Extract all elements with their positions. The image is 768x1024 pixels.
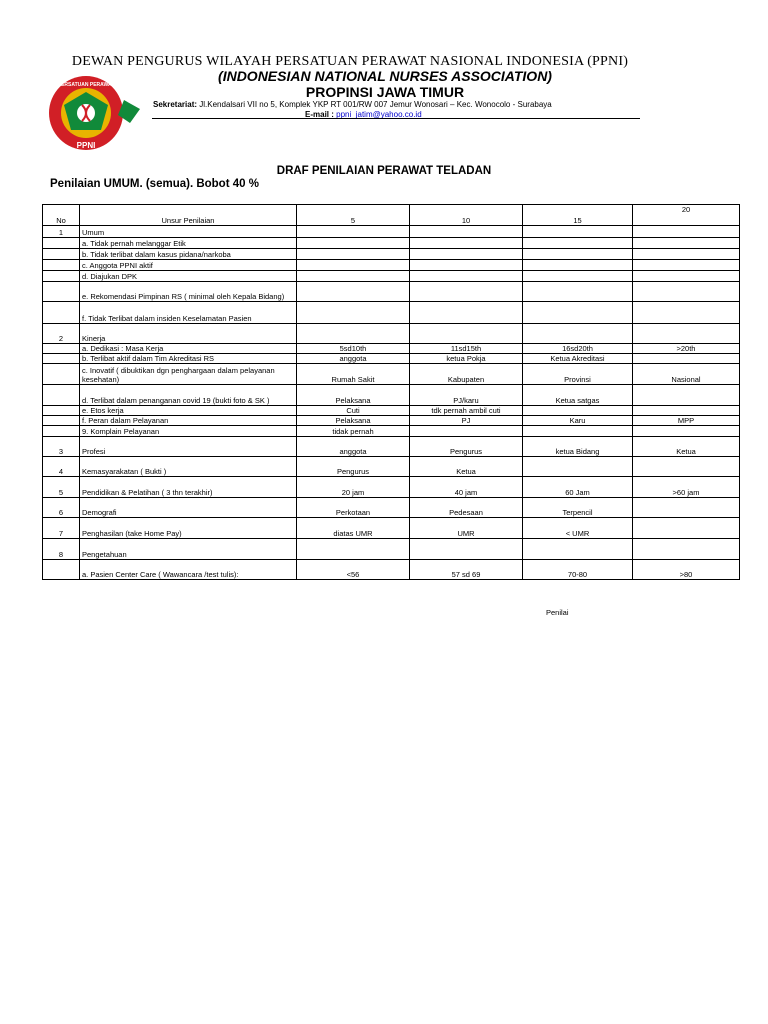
assessment-item: c. Inovatif ( dibuktikan dgn penghargaan dalam pelayanan kesehatan) [80, 364, 297, 385]
score-10-cell: Pedesaan [410, 498, 523, 518]
row-number: 2 [43, 324, 80, 344]
score-5-cell [297, 226, 410, 238]
table-row [43, 385, 740, 406]
score-15-cell [523, 457, 633, 477]
score-10-cell [410, 324, 523, 344]
row-number [43, 282, 80, 302]
signature-label: Penilai [546, 608, 569, 617]
score-15-cell [523, 406, 633, 416]
assessment-item: a. Dedikasi : Masa Kerja [80, 344, 297, 354]
score-5-cell [297, 324, 410, 344]
organization-name: DEWAN PENGURUS WILAYAH PERSATUAN PERAWAT NASIONAL INDONESIA (PPNI) [71, 54, 629, 69]
assessment-item: d. Terlibat dalam penanganan covid 19 (bukti foto & SK ) [80, 385, 297, 406]
score-20-cell [633, 385, 740, 406]
score-20-cell [633, 354, 740, 364]
score-20-cell [633, 426, 740, 437]
table-row [43, 539, 740, 560]
score-15-cell: 16sd20th [523, 344, 633, 354]
score-5-cell: diatas UMR [297, 518, 410, 539]
score-20-cell [633, 226, 740, 238]
header-unsur-penilaian: Unsur Penilaian [80, 205, 297, 226]
table-row [43, 457, 740, 477]
score-5-cell [297, 260, 410, 271]
table-row [43, 302, 740, 324]
assessment-item: e. Rekomendasi Pimpinan RS ( minimal oleh Kepala Bidang) [80, 282, 297, 302]
document-title: DRAF PENILAIAN PERAWAT TELADAN [276, 165, 492, 177]
row-number [43, 385, 80, 406]
table-row [43, 364, 740, 385]
assessment-item: a. Tidak pernah melanggar Etik [80, 238, 297, 249]
assessment-item: b. Terlibat aktif dalam Tim Akreditasi RS [80, 354, 297, 364]
score-20-cell [633, 406, 740, 416]
score-15-cell [523, 249, 633, 260]
score-5-cell: Perkotaan [297, 498, 410, 518]
assessment-item: Profesi [80, 437, 297, 457]
document-subtitle: Penilaian UMUM. (semua). Bobot 40 % [50, 178, 259, 190]
row-number [43, 249, 80, 260]
assessment-item: b. Tidak terlibat dalam kasus pidana/narkoba [80, 249, 297, 260]
row-number [43, 344, 80, 354]
row-number: 8 [43, 539, 80, 560]
score-10-cell: Ketua [410, 457, 523, 477]
score-20-cell: >20th [633, 344, 740, 354]
assessment-item: f. Tidak Terlibat dalam insiden Keselamatan Pasien [80, 302, 297, 324]
score-5-cell: <56 [297, 560, 410, 580]
table-row [43, 560, 740, 580]
secretariat-address [153, 100, 552, 109]
assessment-item: 9. Komplain Pelayanan [80, 426, 297, 437]
table-row [43, 354, 740, 364]
row-number: 3 [43, 437, 80, 457]
assessment-item: e. Etos kerja [80, 406, 297, 416]
table-row [43, 249, 740, 260]
score-5-cell: Pelaksana [297, 385, 410, 406]
score-5-cell: Cuti [297, 406, 410, 416]
row-number [43, 260, 80, 271]
score-15-cell: Terpencil [523, 498, 633, 518]
assessment-item: Demografi [80, 498, 297, 518]
score-10-cell: 40 jam [410, 477, 523, 498]
score-5-cell [297, 302, 410, 324]
score-15-cell [523, 226, 633, 238]
address-text: Jl.Kendalsari VII no 5, Komplek YKP RT 001/RW 007 Jemur Wonosari – Kec. Wonocolo - Surabaya [197, 100, 552, 109]
header-divider [152, 118, 640, 119]
score-10-cell: ketua Pokja [410, 354, 523, 364]
score-10-cell [410, 238, 523, 249]
score-20-cell [633, 324, 740, 344]
score-5-cell [297, 282, 410, 302]
assessment-item: Kinerja [80, 324, 297, 344]
score-20-cell [633, 518, 740, 539]
score-20-cell [633, 457, 740, 477]
table-header-row [43, 205, 740, 226]
score-15-cell: 60 Jam [523, 477, 633, 498]
score-20-cell [633, 271, 740, 282]
score-20-cell: MPP [633, 416, 740, 426]
score-10-cell [410, 282, 523, 302]
score-10-cell [410, 539, 523, 560]
row-number: 5 [43, 477, 80, 498]
score-10-cell: 11sd15th [410, 344, 523, 354]
score-15-cell [523, 426, 633, 437]
score-10-cell: PJ [410, 416, 523, 426]
row-number [43, 406, 80, 416]
header-score-20: 20 [633, 205, 740, 226]
header-score-5: 5 [297, 205, 410, 226]
assessment-item: f. Peran dalam Pelayanan [80, 416, 297, 426]
score-5-cell [297, 539, 410, 560]
header-score-15: 15 [523, 205, 633, 226]
score-10-cell [410, 260, 523, 271]
score-15-cell: Karu [523, 416, 633, 426]
table-row [43, 406, 740, 416]
score-5-cell [297, 271, 410, 282]
score-10-cell [410, 426, 523, 437]
svg-text:PPNI: PPNI [76, 141, 96, 150]
score-5-cell: Rumah Sakit [297, 364, 410, 385]
score-5-cell [297, 238, 410, 249]
email-link[interactable]: ppni_jatim@yahoo.co.id [336, 110, 422, 119]
table-row [43, 260, 740, 271]
score-20-cell: >60 jam [633, 477, 740, 498]
assessment-item: Umum [80, 226, 297, 238]
row-number [43, 354, 80, 364]
score-5-cell: Pelaksana [297, 416, 410, 426]
row-number [43, 364, 80, 385]
score-20-cell: Ketua [633, 437, 740, 457]
score-20-cell: >80 [633, 560, 740, 580]
score-20-cell [633, 282, 740, 302]
row-number [43, 560, 80, 580]
score-15-cell [523, 271, 633, 282]
address-label: Sekretariat: [153, 100, 198, 109]
score-10-cell: UMR [410, 518, 523, 539]
score-15-cell [523, 282, 633, 302]
score-10-cell [410, 302, 523, 324]
table-row [43, 282, 740, 302]
score-10-cell [410, 249, 523, 260]
score-15-cell: Provinsi [523, 364, 633, 385]
score-5-cell: Pengurus [297, 457, 410, 477]
row-number [43, 426, 80, 437]
score-10-cell [410, 271, 523, 282]
score-10-cell: Pengurus [410, 437, 523, 457]
svg-text:PERSATUAN PERAWAT: PERSATUAN PERAWAT [57, 82, 115, 88]
assessment-item: Pendidikan & Pelatihan ( 3 thn terakhir) [80, 477, 297, 498]
assessment-item: d. Diajukan DPK [80, 271, 297, 282]
score-20-cell [633, 539, 740, 560]
row-number [43, 302, 80, 324]
table-row [43, 498, 740, 518]
header-no: No [43, 205, 80, 226]
assessment-item: Pengetahuan [80, 539, 297, 560]
row-number [43, 238, 80, 249]
table-row [43, 437, 740, 457]
score-5-cell: anggota [297, 354, 410, 364]
score-10-cell: PJ/karu [410, 385, 523, 406]
email-label: E-mail : [305, 110, 334, 119]
score-5-cell [297, 249, 410, 260]
table-row [43, 344, 740, 354]
table-row [43, 324, 740, 344]
assessment-item: c. Anggota PPNI aktif [80, 260, 297, 271]
score-20-cell: Nasional [633, 364, 740, 385]
row-number: 1 [43, 226, 80, 238]
score-5-cell: 20 jam [297, 477, 410, 498]
score-20-cell [633, 302, 740, 324]
ppni-logo [38, 75, 142, 159]
score-15-cell [523, 324, 633, 344]
row-number: 7 [43, 518, 80, 539]
score-20-cell [633, 238, 740, 249]
score-20-cell [633, 498, 740, 518]
score-20-cell [633, 249, 740, 260]
score-10-cell: 57 sd 69 [410, 560, 523, 580]
table-row [43, 238, 740, 249]
table-row [43, 518, 740, 539]
header-score-10: 10 [410, 205, 523, 226]
score-5-cell: tidak pernah [297, 426, 410, 437]
score-15-cell [523, 238, 633, 249]
score-10-cell: tdk pernah ambil cuti [410, 406, 523, 416]
assessment-table [42, 204, 740, 580]
score-15-cell: Ketua Akreditasi [523, 354, 633, 364]
row-number [43, 271, 80, 282]
score-15-cell [523, 539, 633, 560]
assessment-item: Kemasyarakatan ( Bukti ) [80, 457, 297, 477]
province-name: PROPINSI JAWA TIMUR [305, 84, 465, 100]
score-15-cell: Ketua satgas [523, 385, 633, 406]
row-number: 6 [43, 498, 80, 518]
row-number: 4 [43, 457, 80, 477]
assessment-item: a. Pasien Center Care ( Wawancara /test tulis): [80, 560, 297, 580]
table-body [43, 226, 740, 580]
table-row [43, 416, 740, 426]
row-number [43, 416, 80, 426]
organization-english-name: (INDONESIAN NATIONAL NURSES ASSOCIATION) [218, 68, 552, 84]
score-20-cell [633, 260, 740, 271]
score-15-cell: ketua Bidang [523, 437, 633, 457]
score-15-cell [523, 302, 633, 324]
score-15-cell: < UMR [523, 518, 633, 539]
table-row [43, 477, 740, 498]
table-row [43, 426, 740, 437]
score-5-cell: anggota [297, 437, 410, 457]
score-15-cell: 70-80 [523, 560, 633, 580]
score-15-cell [523, 260, 633, 271]
assessment-item: Penghasilan (take Home Pay) [80, 518, 297, 539]
table-row [43, 226, 740, 238]
score-10-cell: Kabupaten [410, 364, 523, 385]
score-5-cell: 5sd10th [297, 344, 410, 354]
score-10-cell [410, 226, 523, 238]
table-row [43, 271, 740, 282]
